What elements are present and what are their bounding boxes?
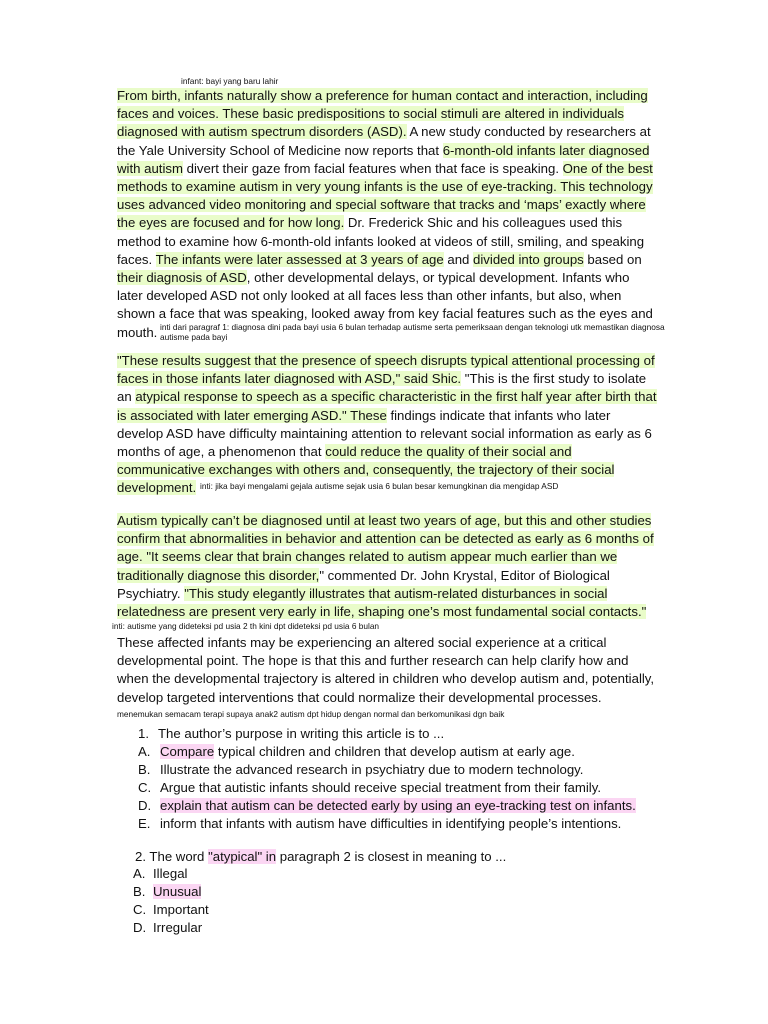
option-letter: B. bbox=[138, 762, 151, 777]
option-letter: D. bbox=[133, 920, 147, 935]
option-letter: C. bbox=[138, 780, 152, 795]
option-letter: A. bbox=[138, 744, 151, 759]
highlighted-text: These bbox=[346, 407, 387, 423]
option-letter: D. bbox=[138, 798, 152, 813]
option-highlight: explain that autism can be detected early by using an eye-tracking test on infants. bbox=[160, 798, 636, 813]
paragraph-text: "This is the first study to isolate an bbox=[117, 371, 647, 405]
option-highlight: Unusual bbox=[153, 884, 202, 899]
option-text: inform that infants with autism have difficulties in identifying people’s intentions. bbox=[160, 816, 622, 831]
option-text: Illustrate the advanced research in psychiatry due to modern technology. bbox=[160, 762, 584, 777]
question-1-text: The author’s purpose in writing this article is to ... bbox=[158, 726, 445, 741]
q2-option-d bbox=[133, 920, 202, 935]
paragraph-3 bbox=[117, 512, 657, 621]
annotation-paragraph-1: inti dari paragraf 1: diagnosa dini pada bayi usia 6 bulan terhadap autisme serta pemeriksaan dengan teknologi utk memastikan diagnosa autisme pada bayi bbox=[160, 322, 665, 342]
highlighted-text: From birth, infants naturally show a preference for human contact and interaction, including faces and voices. These basic predispositions to social stimuli are altered in individuals diagnosed with autism spectrum disorders (ASD). bbox=[117, 88, 648, 140]
q1-option-b bbox=[138, 762, 583, 777]
question-1-stem bbox=[138, 726, 444, 741]
highlighted-text: The infants were later assessed at 3 years of age bbox=[155, 251, 444, 267]
highlighted-text: This technology uses advanced video monitoring and special software that tracks and ‘maps’ exactly where the eyes are focused and for how long. bbox=[117, 179, 653, 231]
annotation-paragraph-3: inti: autisme yang dideteksi pd usia 2 th kini dpt dideteksi pd usia 6 bulan bbox=[112, 621, 380, 631]
highlighted-text: divided into groups bbox=[473, 251, 584, 267]
option-letter: C. bbox=[133, 902, 147, 917]
paragraph-1 bbox=[117, 87, 657, 342]
highlighted-text: "This study elegantly illustrates that autism-related disturbances in social relatedness are present very early in life, shaping one’s most fundamental social contacts." bbox=[117, 585, 647, 620]
paragraph-4: These affected infants may be experiencing an altered social experience at a critical developmental point. The hope is that this and further research can help clarify how and when the developmental trajectory is altered in children who develop autism and, potentially, develop targeted interventions that could normalize their developmental processes. bbox=[117, 635, 655, 705]
option-text: Argue that autistic infants should receive special treatment from their family. bbox=[160, 780, 602, 795]
question-2-highlight: "atypical" in bbox=[208, 849, 277, 864]
annotation-paragraph-4: menemukan semacam terapi supaya anak2 autism dpt hidup dengan normal dan berkomunikasi dgn baik bbox=[117, 709, 505, 719]
option-text: Important bbox=[153, 902, 209, 917]
annotation-paragraph-2: inti: jika bayi mengalami gejala autisme sejak usia 6 bulan besar kemungkinan dia mengidap ASD bbox=[200, 481, 559, 491]
highlighted-text: "These results suggest that the presence of speech disrupts typical attentional processing of faces in those infants later diagnosed with ASD," said Shic. bbox=[117, 353, 655, 387]
paragraph-text: and bbox=[443, 251, 474, 267]
highlighted-text: their diagnosis of ASD bbox=[117, 270, 247, 286]
paragraph-text: , other developmental delays, or typical development. Infants who later developed ASD not only looked at all faces less than other infants, but also, when shown a face that was speaking, looked away from key facial features such as the eyes and mouth. bbox=[117, 270, 653, 340]
highlighted-text: One of the best methods to examine autism in very young infants is the use of eye-tracking. bbox=[117, 160, 653, 195]
highlighted-text: atypical bbox=[135, 389, 181, 405]
q1-option-d bbox=[138, 798, 636, 813]
paragraph-text: " commented Dr. John Krystal, Editor of Biological Psychiatry. bbox=[117, 567, 610, 601]
option-letter: A. bbox=[133, 866, 146, 881]
paragraph-text: findings indicate that infants who later develop ASD have difficulty maintaining attention to relevant social information as early as 6 months of age, a phenomenon that bbox=[117, 407, 652, 460]
highlighted-text: could reduce the quality of their social and communicative exchanges with others and, consequently, the trajectory of their social development. bbox=[117, 444, 615, 496]
question-2-text-start: 2. The word bbox=[135, 849, 209, 864]
q2-option-a bbox=[133, 866, 187, 881]
option-highlight: Compare bbox=[160, 744, 215, 759]
question-1-number: 1. bbox=[138, 726, 149, 741]
q1-option-c bbox=[138, 780, 601, 795]
paragraph-text: Dr. Frederick Shic and his colleagues used this method to examine how 6-month-old infants looked at videos of still, smiling, and speaking faces. bbox=[117, 215, 645, 267]
option-text: typical children and children that develop autism at early age. bbox=[214, 744, 575, 759]
question-2-stem bbox=[135, 849, 506, 864]
q1-option-e bbox=[138, 816, 621, 831]
paragraph-text: A new study conducted by researchers at the Yale University School of Medicine now reports that bbox=[117, 124, 651, 158]
q1-option-a bbox=[138, 744, 575, 759]
q2-option-b bbox=[133, 884, 201, 899]
paragraph-2 bbox=[117, 352, 657, 498]
highlighted-text: response to speech as a specific characteristic in the first half year after birth that is associated with later emerging ASD." bbox=[117, 389, 657, 423]
highlighted-text: 6-month-old infants later diagnosed with autism bbox=[117, 142, 650, 176]
paragraph-text: divert their gaze from facial features when that face is speaking. bbox=[182, 160, 563, 176]
top-annotation: infant: bayi yang baru lahir bbox=[181, 76, 279, 86]
option-text: Irregular bbox=[153, 920, 203, 935]
option-letter: B. bbox=[133, 884, 146, 899]
q2-option-c bbox=[133, 902, 209, 917]
question-2-text-end: paragraph 2 is closest in meaning to ... bbox=[276, 849, 507, 864]
paragraph-text: based on bbox=[583, 251, 642, 267]
highlighted-text: Autism typically can’t be diagnosed until at least two years of age, but this and other studies confirm that abnormalities in behavior and attention can be detected as early as 6 months of age. "It seems clear that brain changes related to autism appear much earlier than we traditionally diagnose this disorder, bbox=[117, 513, 654, 583]
option-letter: E. bbox=[138, 816, 151, 831]
option-text: Illegal bbox=[153, 866, 188, 881]
